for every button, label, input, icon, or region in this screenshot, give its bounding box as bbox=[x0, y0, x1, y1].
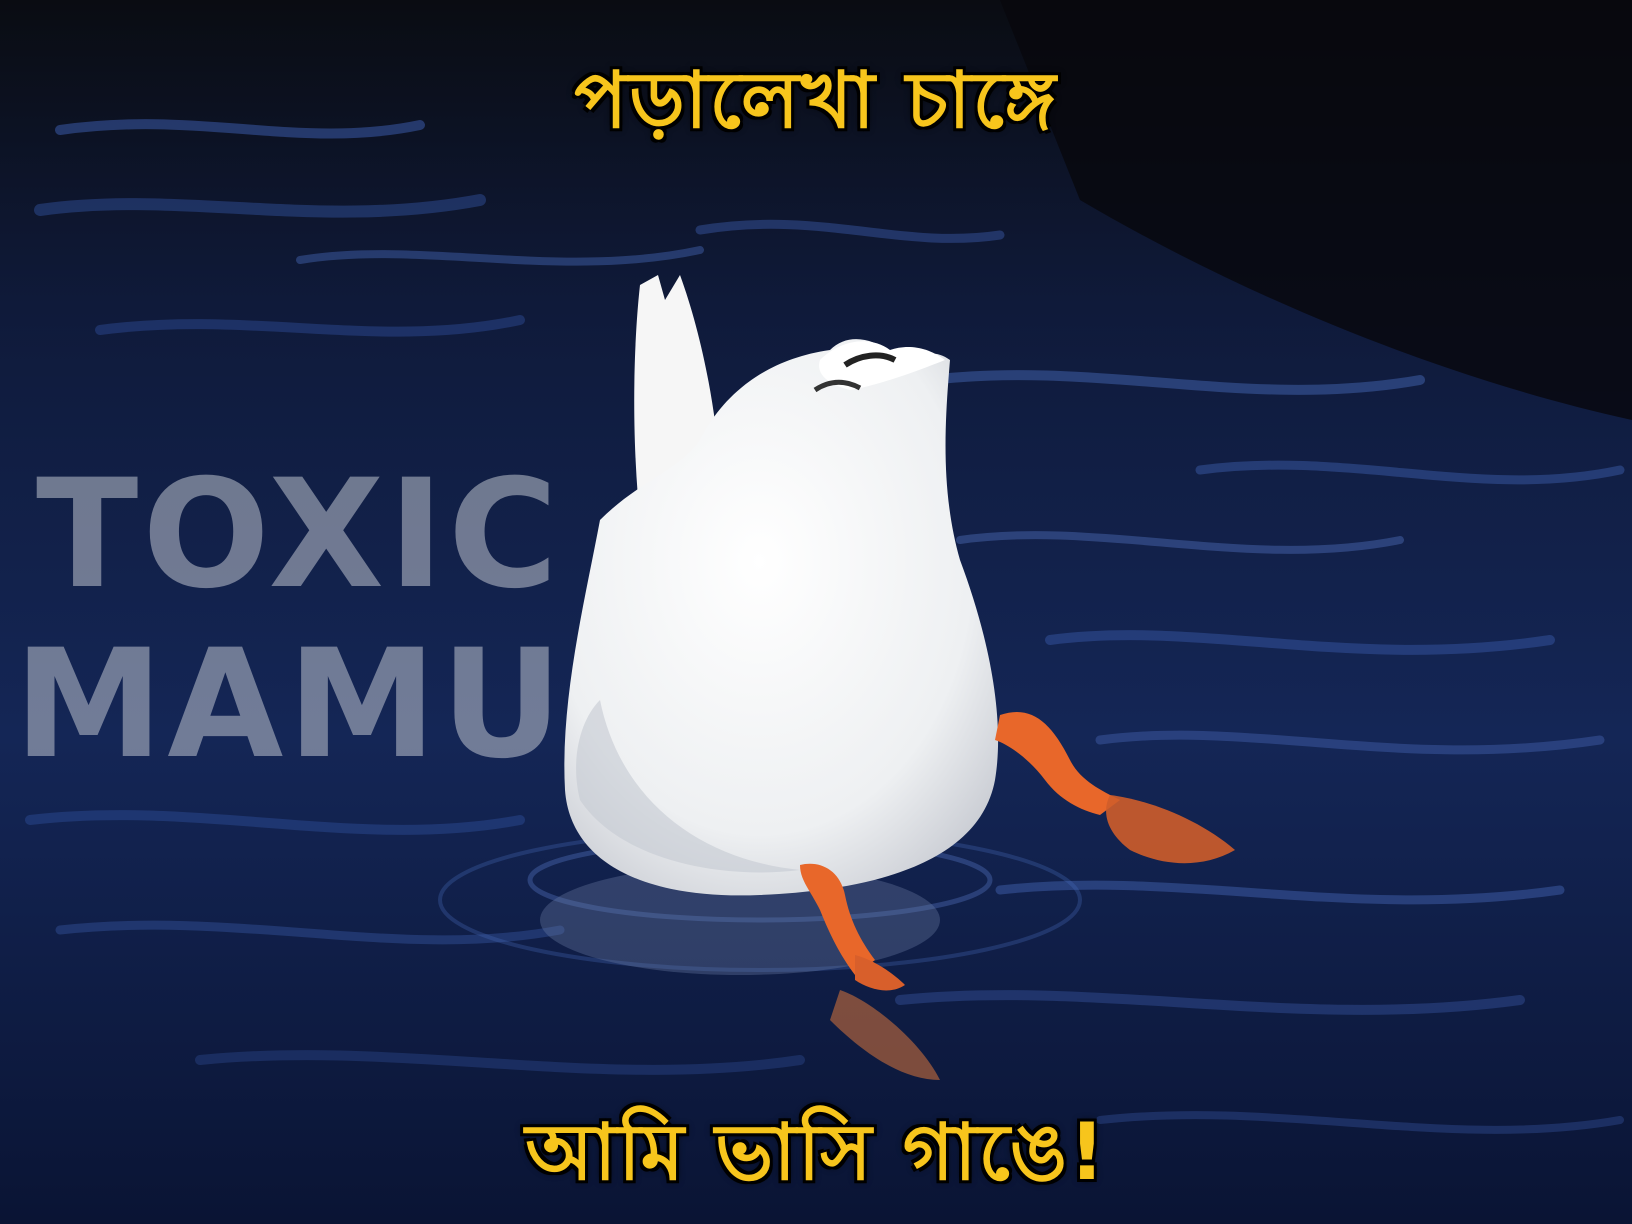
watermark-mamu: MAMU bbox=[14, 618, 567, 792]
caption-bottom: আমি ভাসি গাঙে! bbox=[525, 1108, 1107, 1198]
caption-top: পড়ালেখা চাঙ্গে bbox=[574, 56, 1058, 146]
watermark-toxic: TOXIC bbox=[36, 448, 563, 622]
